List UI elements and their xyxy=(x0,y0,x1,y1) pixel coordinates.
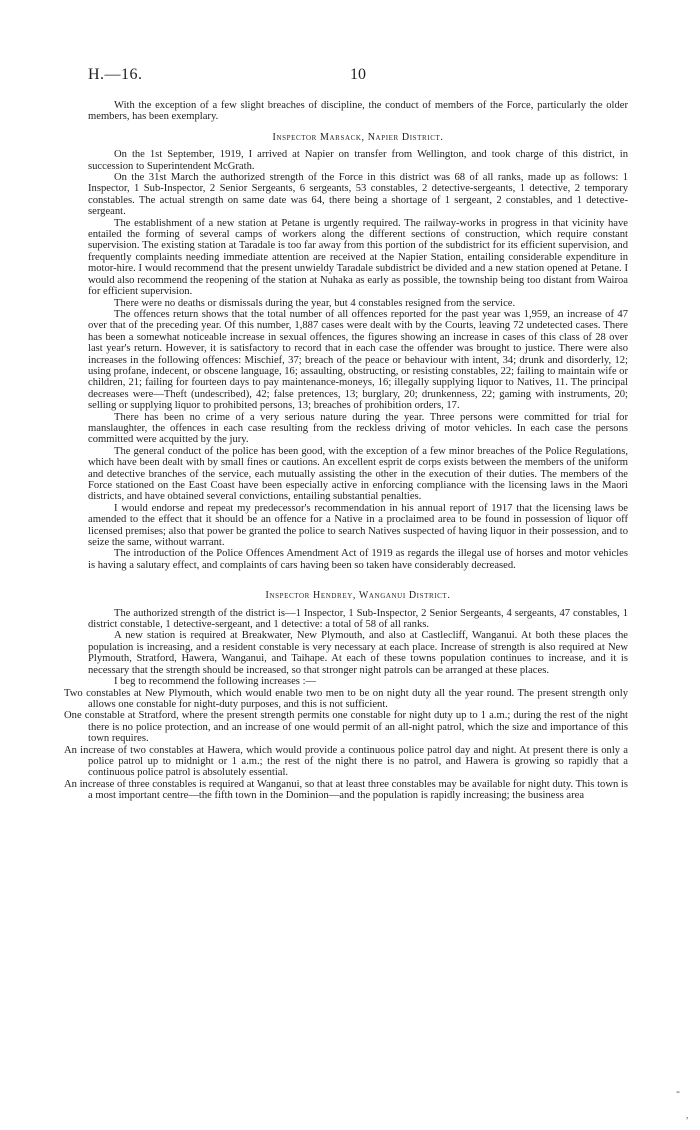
napier-paragraph: The offences return shows that the total number of all offences reported for the past year was 1,959, an increase of 47 over that of the preceding year. Of this number, 1,887 cases were dealt with by the Courts, leaving 72 undetected cases. There has been a somewhat noticeable increase in sexual offences, the figures showing an increase in cases of this class of 28 over last year's return. However, it is satisfactory to record that in each case the offender was brought to justice. There were also increases in the following offences: Mischief, 37; breach of the peace or behaviour with intent, 34; drunk and disorderly, 12; using profane, indecent, or obscene language, 16; assaulting, obstructing, or resisting constables, 22; failing to maintain wife or children, 21; failing for fourteen days to pay maintenance-moneys, 16; illegally supplying liquor to Natives, 11. The principal decreases were—Theft (undescribed), 42; false pretences, 13; burglary, 20; drunkenness, 22; gaming with instruments, 20; selling or supplying liquor to prohibited persons, 13; breaches of prohibition orders, 17. xyxy=(88,308,628,412)
napier-paragraph: There has been no crime of a very serious nature during the year. Three persons were committed for trial for manslaughter, the offences in each case resulting from the reckless driving of motor vehicles. In each case the persons committed were acquitted by the jury. xyxy=(88,411,628,446)
page-number: 10 xyxy=(350,66,366,83)
document-reference: H.—16. xyxy=(88,66,143,83)
section-heading-napier: Inspector Marsack, Napier District. xyxy=(272,131,444,143)
report-body xyxy=(64,100,628,802)
recommendation-item: An increase of two constables at Hawera, which would provide a continuous police patrol day and night. At present there is only a police patrol up to midnight or 1 a.m.; the rest of the night there is no patrol, and Hawera is growing so rapidly that a continuous police patrol is absolutely essential. xyxy=(64,744,628,779)
napier-paragraph: I would endorse and repeat my predecessor's recommendation in his annual report of 1917 that the licensing laws be amended to the effect that it should be an offence for a Native in a proclaimed area to be found in possession of liquor off licensed premises; also that power be granted the police to search Natives suspected of having liquor in their possession, and to seize the same, without warrant. xyxy=(88,502,628,549)
napier-paragraph: The general conduct of the police has been good, with the exception of a few minor breaches of the Police Regulations, which have been dealt with by small fines or cautions. An excellent esprit de corps exists between the members of the uniform and detective branches of the service, each mutually assisting the other in the execution of their duties. The members of the Force stationed on the East Coast have been especially active in enforcing compliance with the licensing laws in the Maori districts, and have obtained several convictions, entailing substantial penalties. xyxy=(88,445,628,503)
napier-paragraph: There were no deaths or dismissals during the year, but 4 constables resigned from the service. xyxy=(114,297,516,309)
recommendation-item: Two constables at New Plymouth, which would enable two men to be on night duty all the year round. The present strength only allows one constable for night-duty purposes, and this is not sufficient. xyxy=(64,687,628,710)
wanganui-paragraph: I beg to recommend the following increases :— xyxy=(114,676,317,688)
napier-paragraph: On the 1st September, 1919, I arrived at Napier on transfer from Wellington, and took charge of this district, in succession to Superintendent McGrath. xyxy=(88,149,628,172)
wanganui-paragraph: The authorized strength of the district is—1 Inspector, 1 Sub-Inspector, 2 Senior Sergeants, 4 sergeants, 47 constables, 1 district constable, 1 detective-sergeant, and 1 detective: a total of 58 of all ranks. xyxy=(88,607,628,631)
recommendation-item: One constable at Stratford, where the present strength permits one constable for night duty up to 1 a.m.; during the rest of the night there is no police protection, and an increase of one would permit of an all-night patrol, which the size and importance of this town requires. xyxy=(64,710,628,745)
napier-paragraph: The establishment of a new station at Petane is urgently required. The railway-works in progress in that vicinity have entailed the forming of several camps of workers along the different sections of construction, which require constant supervision. The existing station at Taradale is too far away from this portion of the subdistrict for its efficient supervision, and frequently complaints needing immediate attention are received at the Napier Station, entailing considerable expenditure in motor-hire. I would recommend that the present unwieldy Taradale subdistrict be divided and a new station opened at Petane. I would also recommend the reopening of the station at Nuhaka as early as possible, the township being too distant from Wairoa for efficient supervision. xyxy=(88,217,628,298)
margin-mark: , xyxy=(686,1110,689,1121)
section-heading-wanganui: Inspector Hendrey, Wanganui District. xyxy=(265,590,451,602)
wanganui-paragraph: A new station is required at Breakwater, New Plymouth, and also at Castlecliff, Wanganui. At both these places the population is increasing, and a resident constable is very necessary at each place. Increase of strength is also required at New Plymouth, Stratford, Hawera, Wanganui, and Taihape. At each of these towns population continues to increase, and it is necessary that the strength should be increased, so that stronger night patrols can be arranged at these places. xyxy=(88,630,628,676)
napier-paragraph: On the 31st March the authorized strength of the Force in this district was 68 of all ranks, made up as follows: 1 Inspector, 1 Sub-Inspector, 2 Senior Sergeants, 6 sergeants, 53 constables, 2 detective-sergeants, 1 detective, 2 temporary constables. The actual strength on same date was 64, there being a shortage of 1 sergeant, 2 constables, and 1 detective-sergeant. xyxy=(88,172,628,218)
recommendation-item: An increase of three constables is required at Wanganui, so that at least three constables may be available for night duty. This town is a most important centre—the fifth town in the Dominion—and the population is rapidly increasing; the business area xyxy=(64,778,628,802)
margin-mark: - xyxy=(676,1084,680,1098)
napier-paragraph: The introduction of the Police Offences Amendment Act of 1919 as regards the illegal use of horses and motor vehicles is having a salutary effect, and complaints of cars having been so taken have considerably decreased. xyxy=(88,548,628,571)
opening-paragraph: With the exception of a few slight breaches of discipline, the conduct of members of the Force, particularly the older members, has been exemplary. xyxy=(88,100,628,123)
